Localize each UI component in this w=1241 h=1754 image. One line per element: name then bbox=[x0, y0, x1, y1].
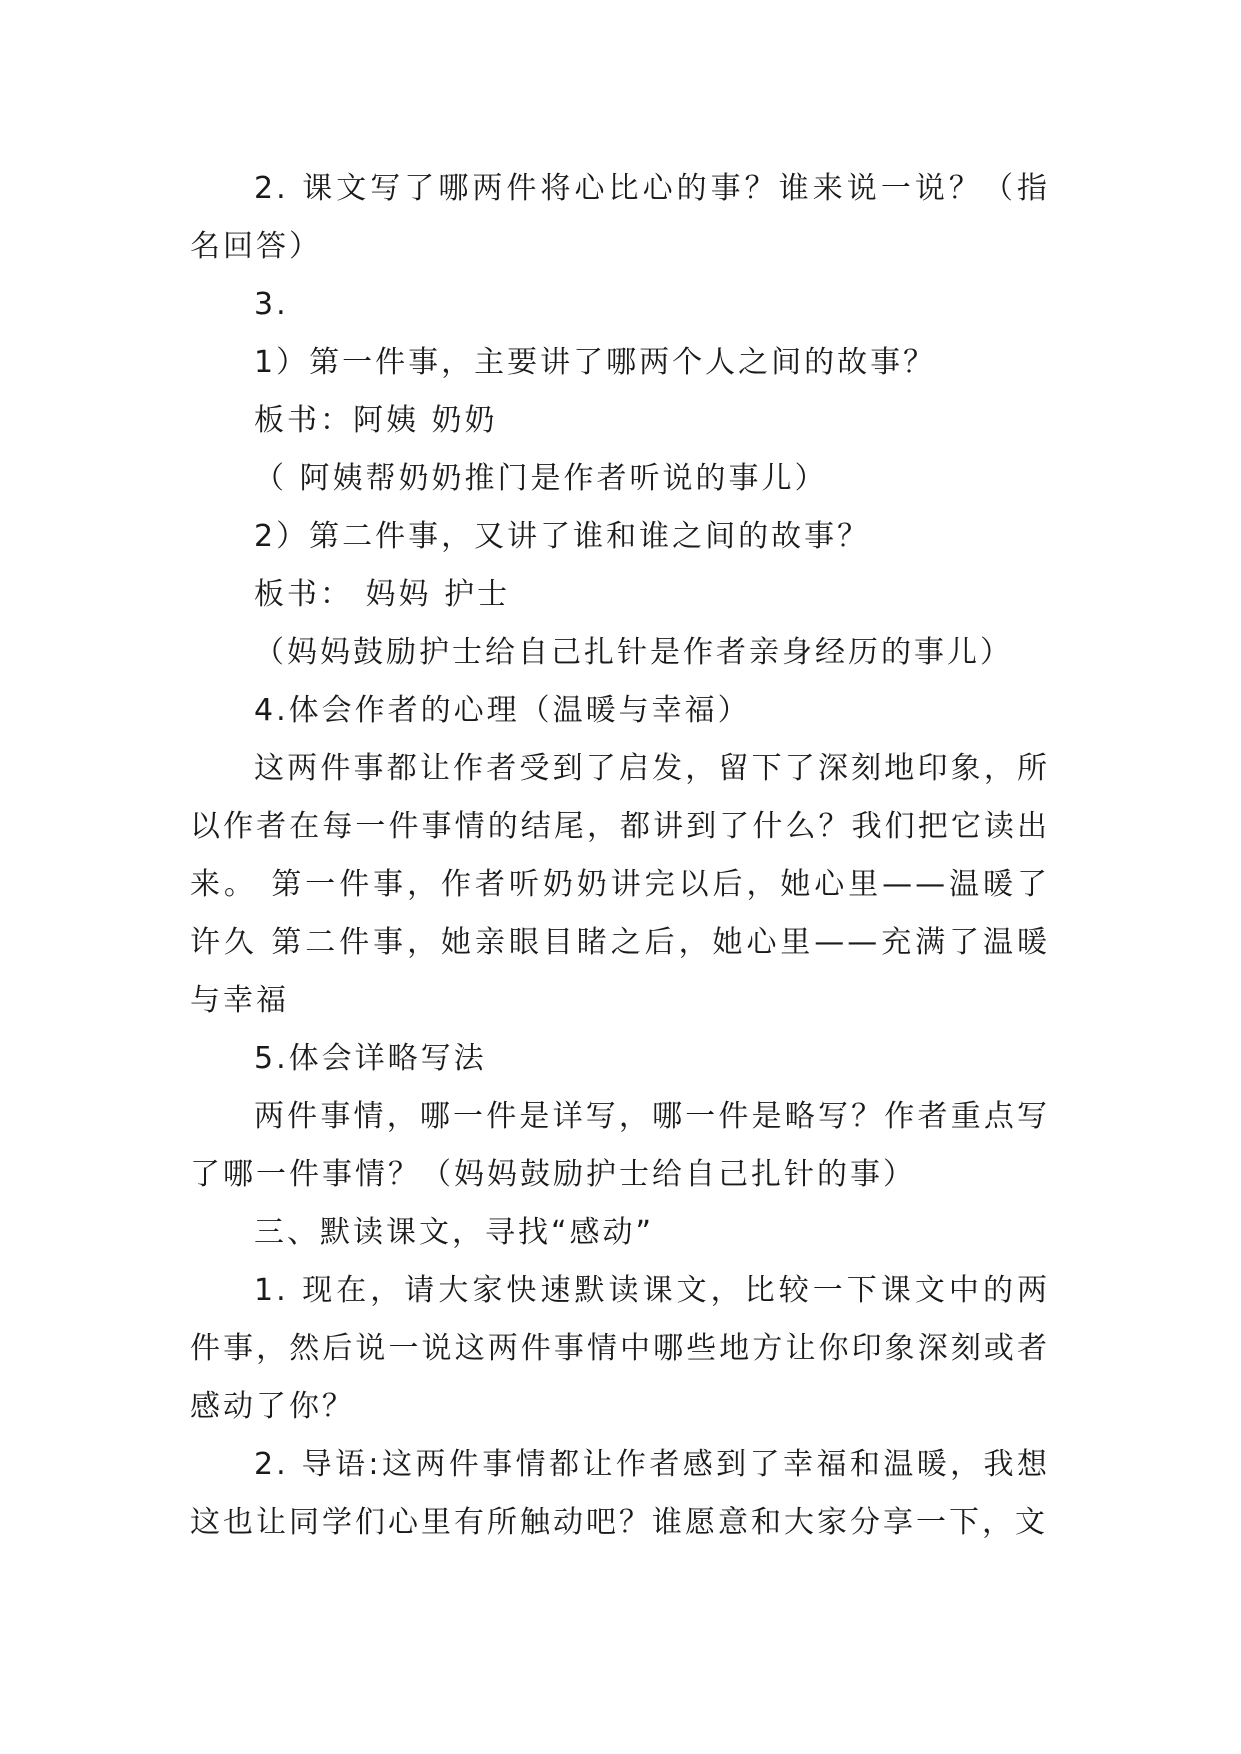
paragraph-first-event-note: （ 阿姨帮奶奶推门是作者听说的事儿） bbox=[254, 461, 828, 496]
paragraph-blackboard-2: 板书： 妈妈 护士 bbox=[254, 577, 511, 612]
paragraph-question-two-events: 2. 课文写了哪两件将心比心的事？谁来说一说？（指名回答） bbox=[190, 171, 1050, 264]
paragraph-item-3: 3. bbox=[254, 287, 289, 322]
paragraph-section-three-heading: 三、默读课文，寻找“感动” bbox=[254, 1215, 655, 1250]
document-body bbox=[190, 160, 1050, 1552]
paragraph-first-event-question: 1）第一件事，主要讲了哪两个人之间的故事？ bbox=[254, 345, 937, 380]
paragraph-item-4-heading: 4.体会作者的心理（温暖与幸福） bbox=[254, 693, 751, 728]
paragraph-second-event-question: 2）第二件事，又讲了谁和谁之间的故事？ bbox=[254, 519, 871, 554]
paragraph-section-three-item-2: 2. 导语:这两件事情都让作者感到了幸福和温暖，我想这也让同学们心里有所触动吧？谁愿意和大家分享一下，文 bbox=[190, 1447, 1050, 1540]
paragraph-item-5-heading: 5.体会详略写法 bbox=[254, 1041, 487, 1076]
paragraph-second-event-note: （妈妈鼓励护士给自己扎针是作者亲身经历的事儿） bbox=[254, 635, 1013, 670]
paragraph-section-three-item-1: 1. 现在，请大家快速默读课文，比较一下课文中的两件事，然后说一说这两件事情中哪些地方让你印象深刻或者感动了你？ bbox=[190, 1273, 1050, 1424]
paragraph-item-5-body: 两件事情，哪一件是详写，哪一件是略写？作者重点写了哪一件事情？（妈妈鼓励护士给自己扎针的事） bbox=[190, 1099, 1050, 1192]
paragraph-item-4-body: 这两件事都让作者受到了启发，留下了深刻地印象，所以作者在每一件事情的结尾，都讲到了什么？我们把它读出来。 第一件事，作者听奶奶讲完以后，她心里——温暖了许久 第二件事，她亲眼目睹之后，她心里——充满了温暖与幸福 bbox=[190, 751, 1050, 1018]
paragraph-blackboard-1: 板书：阿姨 奶奶 bbox=[254, 403, 498, 438]
